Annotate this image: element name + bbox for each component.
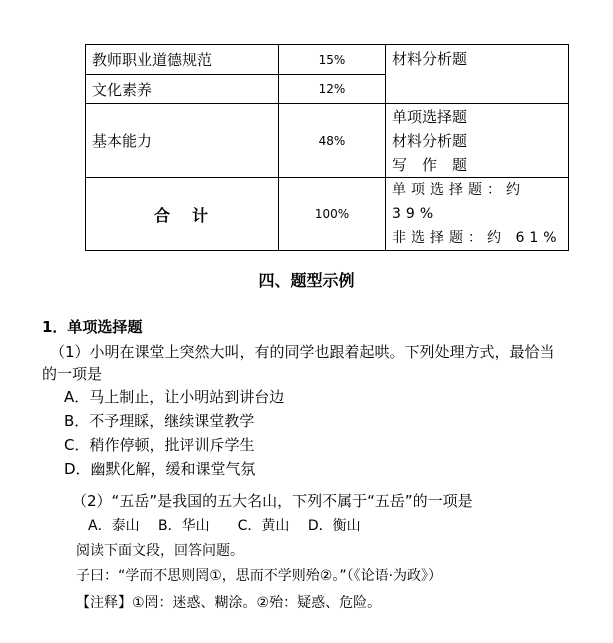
q1-option: D．幽默化解，缓和课堂气氛 [64, 460, 256, 478]
reading-note: 【注释】①罔：迷惑、糊涂。②殆：疑惑、危险。 [76, 595, 382, 611]
question-heading: 1．单项选择题 [42, 318, 143, 336]
q1-option: B．不予理睬，继续课堂教学 [64, 412, 255, 430]
content-pct-cell: 48% [279, 104, 386, 178]
q1-option: C．稍作停顿，批评训斥学生 [64, 436, 255, 454]
exam-content-table [85, 44, 569, 251]
total-label: 合计 [86, 178, 279, 251]
reading-quote: 子曰：“学而不思则罔①，思而不学则殆②。”（《论语·为政》） [76, 568, 443, 584]
question-type-line: 材料分析题 [392, 131, 468, 150]
q1-stem-line2: 的一项是 [42, 365, 103, 383]
q2-stem: （2）“五岳”是我国的五大名山，下列不属于“五岳”的一项是 [72, 492, 473, 510]
content-name-cell: 教师职业道德规范 [86, 45, 279, 75]
table-row [86, 104, 569, 178]
total-pct: 100% [279, 178, 386, 251]
content-name-cell: 文化素养 [86, 75, 279, 104]
q1-option: A．马上制止，让小明站到讲台边 [64, 388, 285, 406]
total-type-line: 非选择题：约 61% [392, 230, 562, 246]
table-row [86, 45, 569, 75]
reading-intro: 阅读下面文段，回答问题。 [76, 543, 244, 559]
content-pct-cell: 15% [279, 45, 386, 75]
table-total-row [86, 178, 569, 251]
q2-options: A．泰山 B．华山 C．黄山 D．衡山 [88, 518, 361, 534]
question-type-line: 写 作 题 [392, 155, 468, 174]
question-type-cell: 材料分析题 [386, 45, 569, 104]
question-type-cell [386, 104, 569, 178]
content-name-cell: 基本能力 [86, 104, 279, 178]
content-pct-cell: 12% [279, 75, 386, 104]
total-type-cell [386, 178, 569, 251]
section-title: 四、题型示例 [258, 271, 355, 290]
q1-stem-line1: （1）小明在课堂上突然大叫，有的同学也跟着起哄。下列处理方式，最恰当 [50, 343, 555, 361]
question-type-line: 单项选择题 [392, 107, 468, 126]
total-type-line: 单项选择题：约 39% [392, 182, 525, 222]
